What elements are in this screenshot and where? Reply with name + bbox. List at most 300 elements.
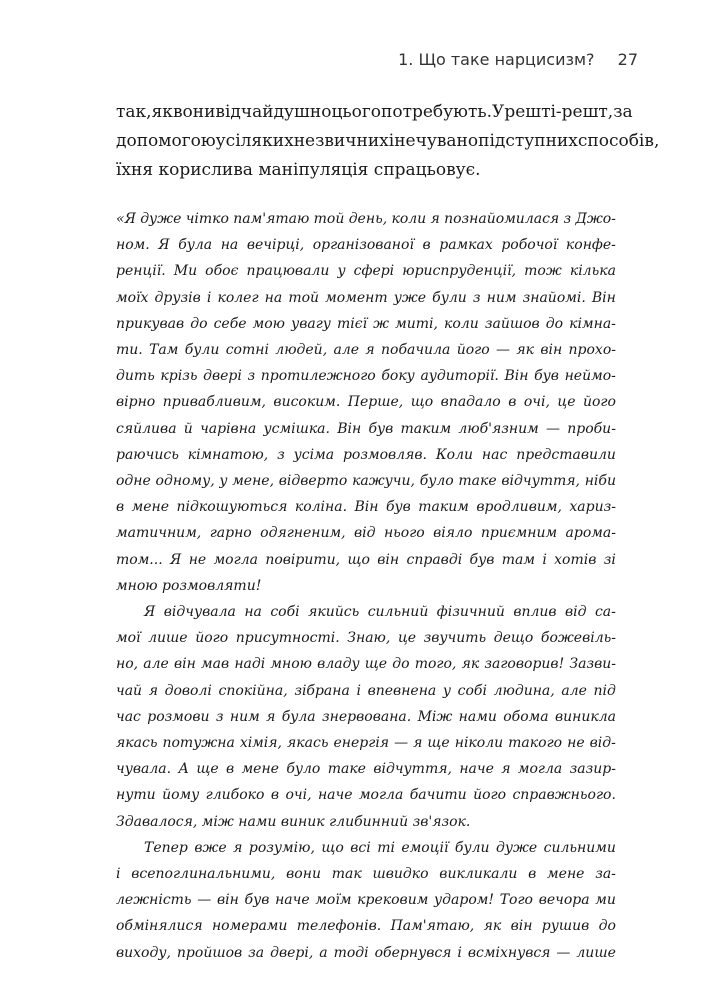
word: відверто bbox=[278, 473, 348, 490]
text-line bbox=[116, 156, 616, 185]
word: неймо- bbox=[564, 368, 616, 385]
word: мене bbox=[547, 866, 585, 883]
word: сильними bbox=[543, 839, 616, 856]
word: такого bbox=[508, 735, 563, 752]
word: наді bbox=[234, 656, 266, 673]
word: у bbox=[337, 263, 346, 280]
word: сотні bbox=[225, 342, 269, 359]
word: Коли bbox=[435, 446, 474, 463]
word: вечора bbox=[538, 892, 590, 909]
word: мене bbox=[241, 761, 279, 778]
word: себе bbox=[213, 315, 247, 332]
word: від bbox=[354, 525, 376, 542]
quote-line bbox=[116, 547, 616, 573]
word: справді bbox=[406, 551, 463, 568]
word: була bbox=[281, 708, 316, 725]
word: той bbox=[288, 289, 320, 306]
quote-line bbox=[116, 337, 616, 363]
word: — bbox=[495, 342, 510, 359]
word: Я bbox=[170, 551, 182, 568]
word: том... bbox=[116, 551, 163, 568]
word: двері, bbox=[270, 944, 314, 961]
word: конфе- bbox=[565, 237, 616, 254]
quote-line bbox=[116, 730, 616, 756]
word: від bbox=[565, 604, 587, 621]
word: впадало bbox=[440, 394, 501, 411]
word: його bbox=[456, 342, 490, 359]
word: під bbox=[593, 682, 616, 699]
text-line bbox=[116, 127, 660, 156]
word: за bbox=[613, 102, 633, 122]
body-paragraph bbox=[116, 98, 660, 185]
word: зайшов bbox=[484, 315, 540, 332]
word: крековим bbox=[357, 892, 429, 909]
word: привабливим, bbox=[162, 394, 266, 411]
word: кімна- bbox=[569, 315, 616, 332]
word: підступних bbox=[478, 131, 578, 151]
word: мав bbox=[201, 656, 230, 673]
word: високим. bbox=[273, 394, 341, 411]
word: відчуття, bbox=[373, 761, 452, 778]
word: колег bbox=[217, 289, 259, 306]
quote-line bbox=[116, 389, 616, 415]
word: усіма bbox=[293, 446, 335, 463]
word: могла bbox=[358, 787, 404, 804]
word: владу bbox=[317, 656, 360, 673]
word: зазир- bbox=[569, 761, 616, 778]
word: мене bbox=[131, 499, 170, 516]
word: я bbox=[413, 735, 423, 752]
word: в bbox=[116, 499, 125, 516]
word: вечірці, bbox=[246, 237, 305, 254]
word: сяйлива bbox=[116, 420, 177, 437]
word: їхня корислива маніпуляція спрацьовує. bbox=[116, 160, 481, 180]
word: допомогою bbox=[116, 131, 216, 151]
word: аудиторії. bbox=[420, 368, 499, 385]
word: лежність bbox=[116, 892, 192, 909]
word: присутності. bbox=[235, 630, 340, 647]
word: потужна bbox=[162, 735, 235, 752]
word: люб'язним bbox=[458, 420, 539, 437]
word: на bbox=[244, 604, 262, 621]
word: що bbox=[410, 394, 434, 411]
word: одному, bbox=[155, 473, 215, 490]
word: це bbox=[397, 630, 416, 647]
word: телефонів. bbox=[296, 918, 382, 935]
word: усіляких bbox=[215, 131, 294, 151]
word: Джо- bbox=[575, 211, 616, 227]
chapter-title: 1. Що таке нарцисизм? bbox=[398, 50, 595, 69]
word: момент bbox=[325, 289, 388, 306]
word: був bbox=[469, 551, 495, 568]
word: Він bbox=[337, 420, 362, 437]
word: — bbox=[197, 892, 212, 909]
word: як bbox=[461, 656, 480, 673]
word: був bbox=[534, 368, 559, 385]
word: одне bbox=[116, 473, 151, 490]
word: гарно bbox=[209, 525, 252, 542]
word: віяло bbox=[433, 525, 473, 542]
word: кімнатою, bbox=[187, 446, 269, 463]
word: — bbox=[394, 735, 409, 752]
word: але bbox=[333, 342, 360, 359]
word: Він bbox=[504, 368, 529, 385]
word: нути bbox=[116, 787, 156, 804]
quote-line bbox=[116, 704, 616, 730]
word: юриспруденції, bbox=[402, 263, 517, 280]
word: у bbox=[442, 682, 452, 699]
word: моїм bbox=[315, 892, 352, 909]
quote-line bbox=[116, 861, 616, 887]
running-header bbox=[398, 50, 638, 69]
word: було bbox=[286, 761, 321, 778]
word: очі, bbox=[523, 394, 550, 411]
word: дить bbox=[116, 368, 155, 385]
word: сфері bbox=[353, 263, 395, 280]
word: з bbox=[472, 289, 481, 306]
word: за bbox=[248, 944, 265, 961]
word: таким bbox=[400, 420, 452, 437]
quote-line bbox=[116, 468, 616, 494]
word: рамках bbox=[439, 237, 493, 254]
word: знервована. bbox=[322, 708, 412, 725]
word: усмішка. bbox=[263, 420, 330, 437]
word: емоції bbox=[401, 839, 449, 856]
word: Урешті-решт, bbox=[492, 102, 614, 122]
word: ним bbox=[229, 708, 260, 725]
word: швидко bbox=[372, 866, 429, 883]
word: вони bbox=[172, 102, 216, 122]
word: вже bbox=[194, 839, 227, 856]
word: нього bbox=[383, 525, 425, 542]
word: людина, bbox=[493, 682, 555, 699]
word: ти. bbox=[116, 342, 143, 359]
word: вродливим, bbox=[476, 499, 562, 516]
word: як bbox=[483, 918, 502, 935]
word: у bbox=[219, 473, 228, 490]
word: і bbox=[116, 866, 121, 883]
word: представили bbox=[516, 446, 616, 463]
word: на bbox=[220, 237, 239, 254]
word: в bbox=[270, 787, 280, 804]
word: могла bbox=[213, 551, 258, 568]
word: повірити, bbox=[265, 551, 341, 568]
word: відчуття, bbox=[501, 473, 580, 490]
word: не bbox=[188, 551, 207, 568]
word: обома bbox=[503, 708, 549, 725]
word: зібрана bbox=[294, 682, 350, 699]
word: він bbox=[540, 342, 563, 359]
word: ніби bbox=[584, 473, 616, 490]
word: обернувся bbox=[374, 944, 452, 961]
word: я bbox=[266, 708, 276, 725]
word: в bbox=[226, 761, 235, 778]
word: увагу bbox=[291, 315, 331, 332]
word: а bbox=[319, 944, 328, 961]
word: боку bbox=[381, 368, 415, 385]
word: я bbox=[148, 682, 158, 699]
quote-line bbox=[116, 520, 616, 546]
word: Він bbox=[354, 499, 379, 516]
word: ще bbox=[427, 735, 450, 752]
word: обмінялися bbox=[116, 918, 203, 935]
word: було bbox=[419, 473, 454, 490]
word: чай bbox=[116, 682, 143, 699]
quote-line bbox=[116, 940, 616, 966]
word: Ми bbox=[173, 263, 198, 280]
word: я bbox=[501, 761, 511, 778]
word: як bbox=[516, 342, 534, 359]
word: фізичний bbox=[436, 604, 505, 621]
word: була bbox=[178, 237, 213, 254]
word: зі bbox=[603, 551, 616, 568]
word: всміхнувся bbox=[467, 944, 551, 961]
word: познайомилася bbox=[444, 211, 560, 227]
word: таке bbox=[458, 473, 497, 490]
word: друзів bbox=[154, 289, 201, 306]
word: ном. bbox=[116, 237, 150, 254]
word: всі bbox=[350, 839, 371, 856]
word: нечувано bbox=[394, 131, 479, 151]
word: коліна. bbox=[294, 499, 348, 516]
quote-line bbox=[116, 599, 616, 625]
word: був bbox=[244, 892, 270, 909]
word: пройшов bbox=[176, 944, 243, 961]
word: хотів bbox=[554, 551, 597, 568]
word: робочої bbox=[501, 237, 558, 254]
word: ще bbox=[364, 656, 388, 673]
word: собі bbox=[270, 604, 300, 621]
word: тієї bbox=[336, 315, 368, 332]
word: були bbox=[184, 342, 220, 359]
word: з bbox=[277, 446, 285, 463]
word: Того bbox=[499, 892, 533, 909]
word: ж bbox=[373, 315, 390, 332]
word: Зазви- bbox=[569, 656, 616, 673]
word: організованої bbox=[312, 237, 414, 254]
word: чувала. bbox=[116, 761, 172, 778]
word: з bbox=[215, 708, 224, 725]
word: наче bbox=[317, 787, 353, 804]
word: Я bbox=[144, 604, 156, 621]
word: але bbox=[561, 682, 587, 699]
word: спокійна, bbox=[218, 682, 288, 699]
word: Знаю, bbox=[347, 630, 391, 647]
word: «Я bbox=[116, 211, 136, 227]
word: наче bbox=[459, 761, 494, 778]
word: кілька bbox=[569, 263, 616, 280]
quote-line bbox=[116, 625, 616, 651]
word: ми bbox=[595, 892, 616, 909]
word: той bbox=[313, 211, 345, 227]
word: мною розмовляти! bbox=[116, 577, 262, 594]
word: людей, bbox=[275, 342, 328, 359]
word: там bbox=[501, 551, 535, 568]
word: в bbox=[508, 394, 517, 411]
word: виникла bbox=[554, 708, 616, 725]
word: проби- bbox=[567, 420, 616, 437]
word: потребують. bbox=[381, 102, 493, 122]
word: Між bbox=[417, 708, 453, 725]
word: його bbox=[195, 630, 229, 647]
word: мною bbox=[270, 656, 312, 673]
quote-line bbox=[116, 782, 616, 808]
word: що bbox=[347, 551, 370, 568]
word: мою bbox=[252, 315, 286, 332]
quote-line bbox=[116, 311, 616, 337]
word: час bbox=[116, 708, 141, 725]
word: але bbox=[143, 656, 169, 673]
word: незвичних bbox=[293, 131, 389, 151]
word: нами bbox=[458, 708, 497, 725]
quote-line bbox=[116, 258, 616, 284]
word: відчайдушно bbox=[215, 102, 332, 122]
word: справжнього. bbox=[512, 787, 616, 804]
word: за- bbox=[595, 866, 616, 883]
word: на bbox=[264, 289, 283, 306]
word: я bbox=[365, 342, 375, 359]
word: кажучи, bbox=[352, 473, 415, 490]
quote-line bbox=[116, 678, 616, 704]
word: й bbox=[183, 420, 193, 437]
word: йому bbox=[162, 787, 200, 804]
word: одягненим, bbox=[260, 525, 346, 542]
word: з bbox=[247, 368, 256, 385]
word: моїх bbox=[116, 289, 149, 306]
word: і bbox=[457, 944, 462, 961]
word: нас bbox=[481, 446, 508, 463]
word: від- bbox=[589, 735, 616, 752]
word: якась bbox=[116, 735, 158, 752]
word: всепоглинальними, bbox=[131, 866, 276, 883]
word: викликали bbox=[439, 866, 518, 883]
quote-line bbox=[116, 494, 616, 520]
word: Там bbox=[149, 342, 179, 359]
word: Перше, bbox=[347, 394, 404, 411]
word: це bbox=[557, 394, 576, 411]
quote-line bbox=[116, 442, 616, 468]
word: раючись bbox=[116, 446, 179, 463]
quote-line bbox=[116, 416, 616, 442]
word: приємним bbox=[480, 525, 558, 542]
word: са- bbox=[594, 604, 616, 621]
quote-line bbox=[116, 756, 616, 782]
word: обоє bbox=[205, 263, 239, 280]
word: лише bbox=[576, 944, 616, 961]
word: його bbox=[582, 394, 616, 411]
word: бачити bbox=[409, 787, 467, 804]
word: що bbox=[321, 839, 344, 856]
quote-line bbox=[116, 913, 616, 939]
word: ті bbox=[377, 839, 395, 856]
word: відчувала bbox=[163, 604, 236, 621]
word: способів, bbox=[577, 131, 660, 151]
word: ще bbox=[196, 761, 219, 778]
word: арома- bbox=[565, 525, 616, 542]
word: день, bbox=[348, 211, 388, 227]
word: звучить bbox=[423, 630, 487, 647]
block-quote bbox=[116, 206, 616, 966]
word: він bbox=[174, 656, 196, 673]
word: прикував bbox=[116, 315, 185, 332]
word: і bbox=[206, 289, 212, 306]
quote-line bbox=[116, 835, 616, 861]
quote-line bbox=[116, 573, 616, 599]
word: знайомі. bbox=[522, 289, 586, 306]
word: якась bbox=[287, 735, 329, 752]
word: наче bbox=[275, 892, 310, 909]
word: рушив bbox=[541, 918, 590, 935]
word: були bbox=[432, 289, 467, 306]
word: крізь bbox=[160, 368, 198, 385]
word: заговорив! bbox=[484, 656, 565, 673]
word: розмови bbox=[147, 708, 210, 725]
word: я bbox=[233, 839, 243, 856]
word: його bbox=[473, 787, 507, 804]
word: ніколи bbox=[454, 735, 504, 752]
quote-line bbox=[116, 651, 616, 677]
word: до bbox=[598, 918, 616, 935]
word: — bbox=[545, 420, 560, 437]
word: ним bbox=[486, 289, 517, 306]
word: так, bbox=[116, 102, 152, 122]
word: доволі bbox=[164, 682, 212, 699]
word: А bbox=[178, 761, 190, 778]
word: коли bbox=[444, 315, 479, 332]
word: впевнена bbox=[367, 682, 437, 699]
word: вони bbox=[286, 866, 321, 883]
word: того, bbox=[414, 656, 457, 673]
word: Я bbox=[158, 237, 170, 254]
word: цього bbox=[331, 102, 382, 122]
word: матичним, bbox=[116, 525, 202, 542]
word: як bbox=[151, 102, 173, 122]
quote-line bbox=[116, 206, 616, 232]
word: мене, bbox=[232, 473, 275, 490]
word: сильний bbox=[367, 604, 429, 621]
quote-line bbox=[116, 887, 616, 913]
word: до bbox=[190, 315, 208, 332]
word: з bbox=[563, 211, 572, 227]
word: дуже bbox=[140, 211, 182, 227]
word: енергія bbox=[333, 735, 390, 752]
word: так bbox=[331, 866, 362, 883]
word: в bbox=[528, 866, 537, 883]
word: він bbox=[377, 551, 400, 568]
word: був bbox=[385, 499, 411, 516]
quote-line bbox=[116, 232, 616, 258]
word: уже bbox=[393, 289, 427, 306]
word: могла bbox=[517, 761, 563, 778]
word: таке bbox=[327, 761, 366, 778]
word: працювали bbox=[246, 263, 330, 280]
word: Він bbox=[591, 289, 616, 306]
word: розумію, bbox=[248, 839, 315, 856]
word: чарівна bbox=[200, 420, 257, 437]
word: до bbox=[545, 315, 564, 332]
word: був bbox=[368, 420, 394, 437]
word: вплив bbox=[513, 604, 557, 621]
word: очі, bbox=[285, 787, 312, 804]
quote-line bbox=[116, 809, 616, 835]
word: ренції. bbox=[116, 263, 166, 280]
word: і bbox=[542, 551, 547, 568]
word: тоді bbox=[333, 944, 369, 961]
word: прохо- bbox=[568, 342, 616, 359]
word: до bbox=[392, 656, 410, 673]
word: дуже bbox=[495, 839, 538, 856]
word: були bbox=[454, 839, 490, 856]
